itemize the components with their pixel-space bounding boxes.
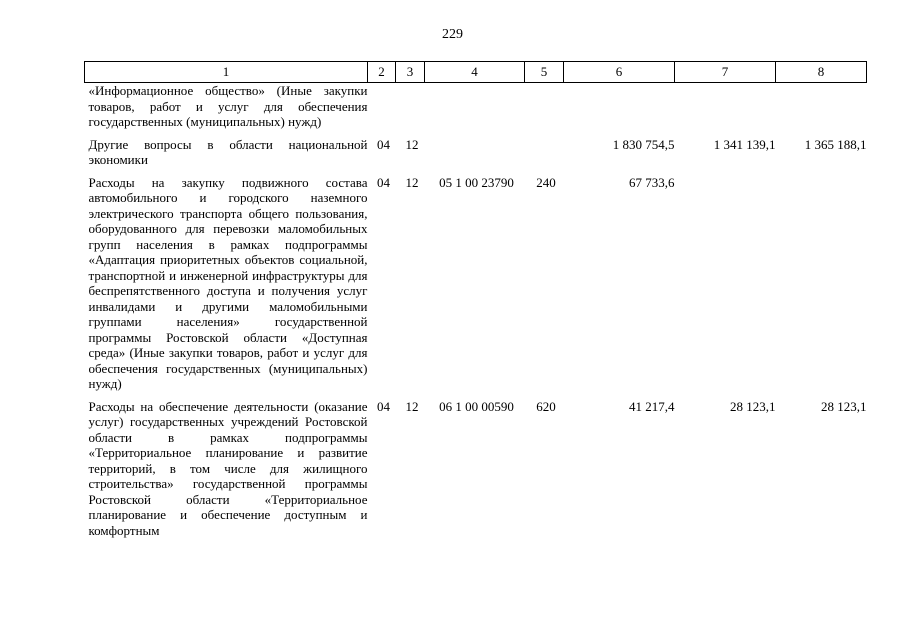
cell-subsection	[396, 83, 425, 130]
cell-section: 04	[377, 398, 390, 414]
cell-target-item: 05 1 00 23790	[439, 174, 514, 190]
cell-amount-3	[776, 168, 867, 392]
cell-section	[368, 83, 396, 130]
cell-amount-3: 28 123,1	[821, 398, 867, 414]
cell-amount-1: 1 830 754,5	[612, 136, 675, 152]
cell-target-item	[425, 130, 525, 168]
cell-amount-3	[776, 83, 867, 130]
header-row	[85, 62, 867, 83]
cell-amount-2: 1 341 139,1	[713, 136, 776, 152]
column-header: 6	[564, 62, 675, 83]
cell-expense-type	[525, 130, 564, 168]
column-header: 3	[396, 62, 425, 83]
row-name: Расходы на обеспечение деятельности (оказание услуг) государственных учреждений Ростовской области в рамках подпрограммы «Территориальное планирование и развитие территорий, в том числе для жилищного строительства» государственной программы Ростовской области «Территориальное планирование и обеспечение доступным и комфортным	[88, 398, 368, 538]
cell-expense-type: 620	[536, 398, 556, 414]
cell-amount-1	[564, 83, 675, 130]
cell-amount-1: 67 733,6	[629, 174, 675, 190]
cell-amount-2	[675, 168, 776, 392]
table-row	[85, 130, 867, 168]
row-name: «Информационное общество» (Иные закупки товаров, работ и услуг для обеспечения государственных (муниципальных) нужд)	[88, 83, 368, 129]
cell-expense-type: 240	[536, 174, 556, 190]
cell-subsection: 12	[405, 398, 419, 414]
row-name: Расходы на закупку подвижного состава автомобильного и городского наземного электрического транспорта общего пользования, оборудованного для перевозки маломобильных групп населения в рамках подпрограммы «Адаптация приоритетных объектов социальной, транспортной и инженерной инфраструктуры для беспрепятственного доступа и получения услуг инвалидами и другими маломобильными группами населения» государственной программы Ростовской области «Доступная среда» (Иные закупки товаров, работ и услуг для обеспечения государственных (муниципальных) нужд)	[88, 174, 368, 391]
row-name: Другие вопросы в области национальной экономики	[88, 136, 368, 167]
column-header: 4	[425, 62, 525, 83]
column-header: 1	[85, 62, 368, 83]
cell-amount-3: 1 365 188,1	[804, 136, 867, 152]
column-header: 5	[525, 62, 564, 83]
cell-amount-2	[675, 83, 776, 130]
cell-subsection: 12	[405, 136, 419, 152]
cell-subsection: 12	[405, 174, 419, 190]
table-row	[85, 83, 867, 130]
cell-amount-1: 41 217,4	[629, 398, 675, 414]
cell-expense-type	[525, 83, 564, 130]
table-row	[85, 168, 867, 392]
table-row	[85, 392, 867, 539]
cell-section: 04	[377, 174, 390, 190]
cell-target-item: 06 1 00 00590	[439, 398, 514, 414]
budget-table	[84, 61, 867, 538]
page-number: 229	[442, 27, 463, 42]
cell-amount-2: 28 123,1	[730, 398, 776, 414]
column-header: 7	[675, 62, 776, 83]
cell-target-item	[425, 83, 525, 130]
column-header: 2	[368, 62, 396, 83]
column-header: 8	[776, 62, 867, 83]
cell-section: 04	[377, 136, 390, 152]
